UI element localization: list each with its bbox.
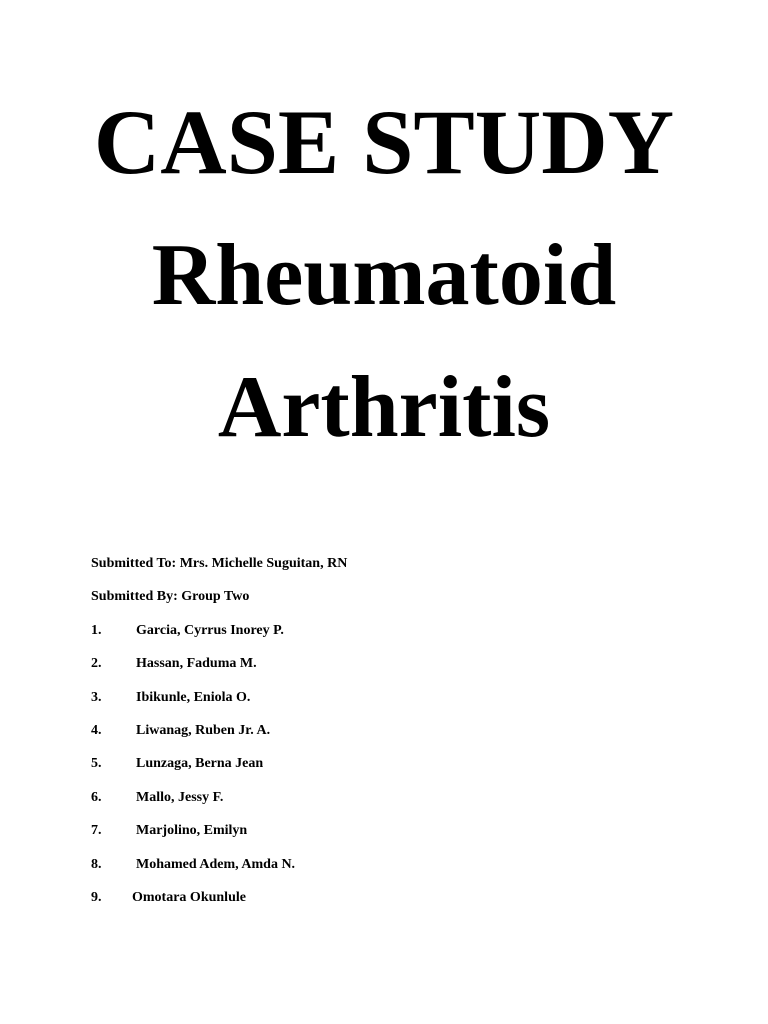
member-list-item: [91, 790, 711, 823]
member-name: Omotara Okunlule: [132, 889, 246, 905]
member-number: 9.: [91, 889, 102, 905]
title-arthritis: Arthritis: [217, 359, 551, 456]
member-number: 6.: [91, 789, 102, 805]
member-name: Lunzaga, Berna Jean: [136, 756, 264, 772]
document-title: [0, 91, 768, 456]
member-number: 1.: [91, 622, 102, 638]
member-list-item: [91, 857, 711, 890]
member-list-item: [91, 756, 711, 789]
title-rheumatoid: Rheumatoid: [151, 227, 617, 324]
member-list-item: [91, 656, 711, 689]
member-list-item: [91, 723, 711, 756]
member-list-item: [91, 823, 711, 856]
member-name: Garcia, Cyrrus Inorey P.: [136, 622, 284, 638]
member-name: Marjolino, Emilyn: [136, 823, 248, 839]
member-name: Ibikunle, Eniola O.: [136, 689, 251, 705]
member-list-item: [91, 623, 711, 656]
member-number: 5.: [91, 756, 102, 772]
member-name: Mallo, Jessy F.: [136, 789, 224, 805]
submitted-to-line: Submitted To: Mrs. Michelle Suguitan, RN: [91, 556, 348, 571]
title-case-study: CASE STUDY: [93, 91, 675, 193]
submission-info: [91, 556, 711, 923]
member-name: Hassan, Faduma M.: [136, 656, 257, 672]
submitted-by-line: Submitted By: Group Two: [91, 589, 250, 605]
member-name: Liwanag, Ruben Jr. A.: [136, 722, 271, 738]
member-list-item: [91, 890, 711, 923]
member-number: 8.: [91, 856, 102, 872]
member-number: 7.: [91, 823, 102, 839]
member-number: 3.: [91, 689, 102, 705]
member-name: Mohamed Adem, Amda N.: [136, 856, 296, 872]
member-list-item: [91, 690, 711, 723]
member-number: 4.: [91, 722, 102, 738]
member-number: 2.: [91, 656, 102, 672]
